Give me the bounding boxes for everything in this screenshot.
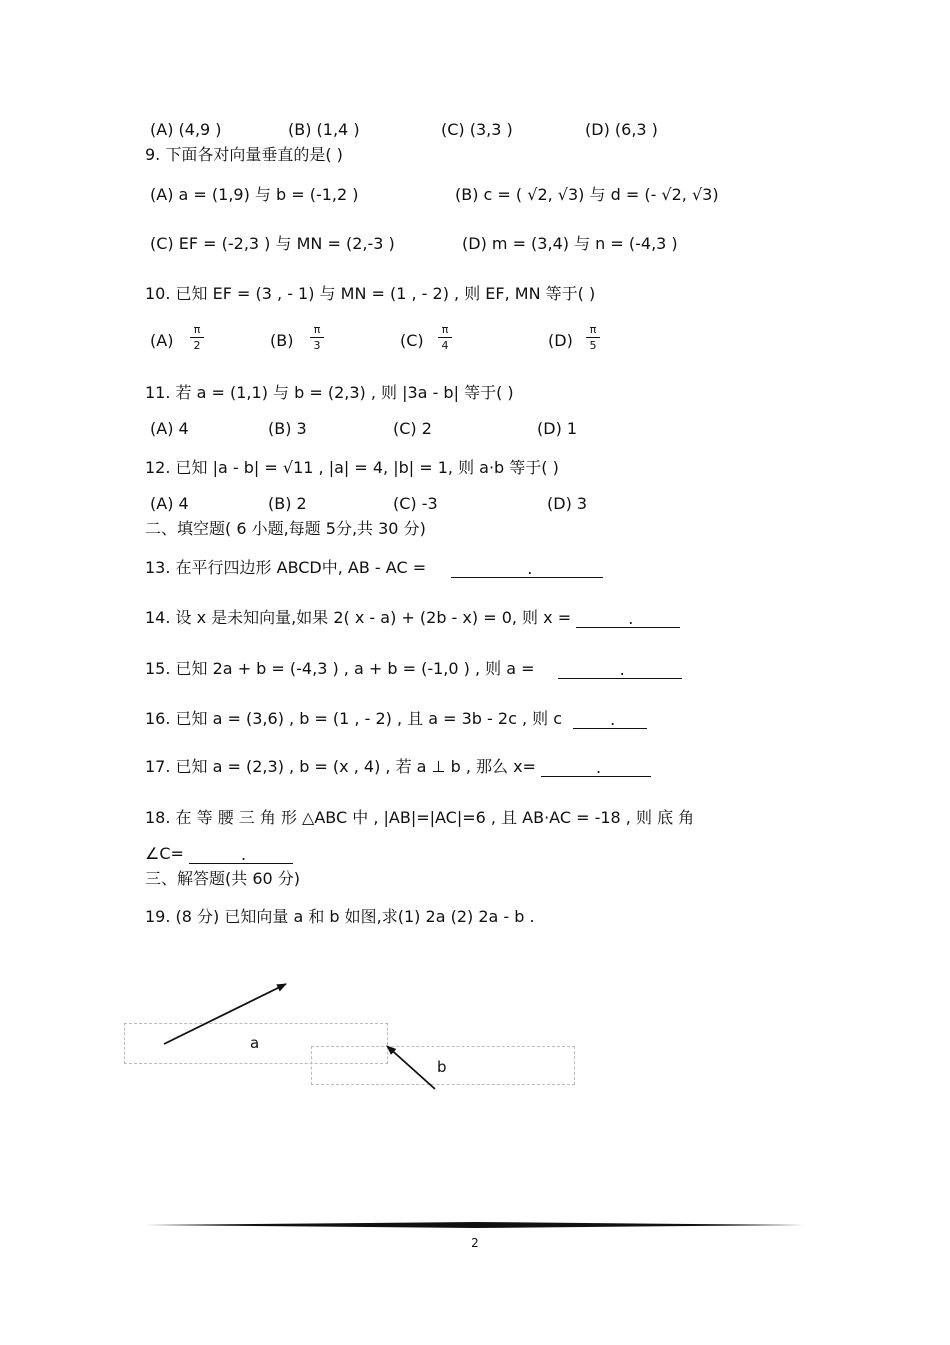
q11-option-b: (B) 3	[268, 419, 307, 438]
q12-option-a: (A) 4	[150, 494, 189, 513]
q9-option-c: (C) EF = (-2,3 ) 与 MN = (2,-3 )	[150, 234, 395, 253]
fraction-denominator: 3	[313, 339, 321, 352]
page-number: 2	[471, 1236, 479, 1250]
q14-text: 14. 设 x 是未知向量,如果 2( x - a) + (2b - x) = 0, 则 x =	[145, 608, 572, 627]
q11-stem: 11. 若 a = (1,1) 与 b = (2,3) , 则 |3a - b| 等于( )	[145, 383, 514, 402]
q10-option-c-label: (C)	[400, 331, 424, 350]
vector-a-label: a	[250, 1034, 260, 1052]
q11-option-c: (C) 2	[393, 419, 432, 438]
section-two-heading: 二、填空题( 6 小题,每题 5分,共 30 分)	[145, 519, 426, 538]
vector-b-label: b	[437, 1058, 447, 1076]
q18-line-one: 18. 在 等 腰 三 角 形 △ABC 中 , |AB|=|AC|=6 , 且 AB·AC = -18 , 则 底 角	[145, 808, 695, 827]
q15-answer-blank: .	[558, 662, 682, 679]
q9-stem: 9. 下面各对向量垂直的是( )	[145, 145, 343, 164]
q17-answer-blank: .	[541, 760, 651, 777]
q13-answer-blank: .	[451, 561, 603, 578]
q18-answer-blank: .	[189, 847, 293, 864]
q13-text: 13. 在平行四边形 ABCD中, AB - AC =	[145, 558, 427, 577]
fraction-numerator: π	[313, 323, 321, 336]
vector-figure	[0, 960, 950, 1160]
q17-text: 17. 已知 a = (2,3) , b = (x , 4) , 若 a ⊥ b , 那么 x=	[145, 757, 536, 776]
q9-option-b: (B) c = ( √2, √3) 与 d = (- √2, √3)	[455, 185, 719, 204]
fraction-numerator: π	[441, 323, 449, 336]
q12-option-c: (C) -3	[393, 494, 438, 513]
q13	[145, 558, 603, 578]
q10-stem: 10. 已知 EF = (3 , - 1) 与 MN = (1 , - 2) , 则 EF, MN 等于( )	[145, 284, 596, 303]
q14	[145, 608, 680, 628]
q16	[145, 709, 647, 729]
q9-option-a: (A) a = (1,9) 与 b = (-1,2 )	[150, 185, 359, 204]
q8-option-b: (B) (1,4 )	[288, 120, 360, 139]
footer-rule	[146, 1222, 804, 1228]
q10-option-d-label: (D)	[548, 331, 573, 350]
q18-line-two	[145, 844, 293, 864]
q15	[145, 659, 682, 679]
q10-option-b-label: (B)	[270, 331, 294, 350]
q10-option-d-fraction	[585, 323, 601, 352]
q16-text: 16. 已知 a = (3,6) , b = (1 , - 2) , 且 a = 3b - 2c , 则 c	[145, 709, 563, 728]
q19-stem: 19. (8 分) 已知向量 a 和 b 如图,求(1) 2a (2) 2a - b .	[145, 907, 535, 926]
q12-option-b: (B) 2	[268, 494, 307, 513]
fraction-numerator: π	[589, 323, 597, 336]
q11-option-a: (A) 4	[150, 419, 189, 438]
q10-option-a-label: (A)	[150, 331, 174, 350]
q10-option-a-fraction	[189, 323, 205, 352]
vector-a-arrow	[164, 984, 286, 1044]
q9-option-d: (D) m = (3,4) 与 n = (-4,3 )	[462, 234, 678, 253]
q17	[145, 757, 651, 777]
vector-b-arrow	[387, 1046, 435, 1089]
q8-option-c: (C) (3,3 )	[441, 120, 513, 139]
q12-stem: 12. 已知 |a - b| = √11 , |a| = 4, |b| = 1, 则 a·b 等于( )	[145, 458, 559, 477]
q11-option-d: (D) 1	[537, 419, 578, 438]
q14-answer-blank: .	[576, 611, 680, 628]
q16-answer-blank: .	[573, 712, 647, 729]
q8-option-d: (D) (6,3 )	[585, 120, 658, 139]
q8-option-a: (A) (4,9 )	[150, 120, 222, 139]
q12-option-d: (D) 3	[547, 494, 588, 513]
fraction-denominator: 4	[441, 339, 449, 352]
section-three-heading: 三、解答题(共 60 分)	[145, 869, 301, 888]
q10-option-c-fraction	[437, 323, 453, 352]
fraction-numerator: π	[193, 323, 201, 336]
fraction-denominator: 5	[589, 339, 597, 352]
q18-angle-label: ∠C=	[145, 844, 184, 863]
fraction-denominator: 2	[193, 339, 201, 352]
q10-option-b-fraction	[309, 323, 325, 352]
q15-text: 15. 已知 2a + b = (-4,3 ) , a + b = (-1,0 ) , 则 a =	[145, 659, 535, 678]
